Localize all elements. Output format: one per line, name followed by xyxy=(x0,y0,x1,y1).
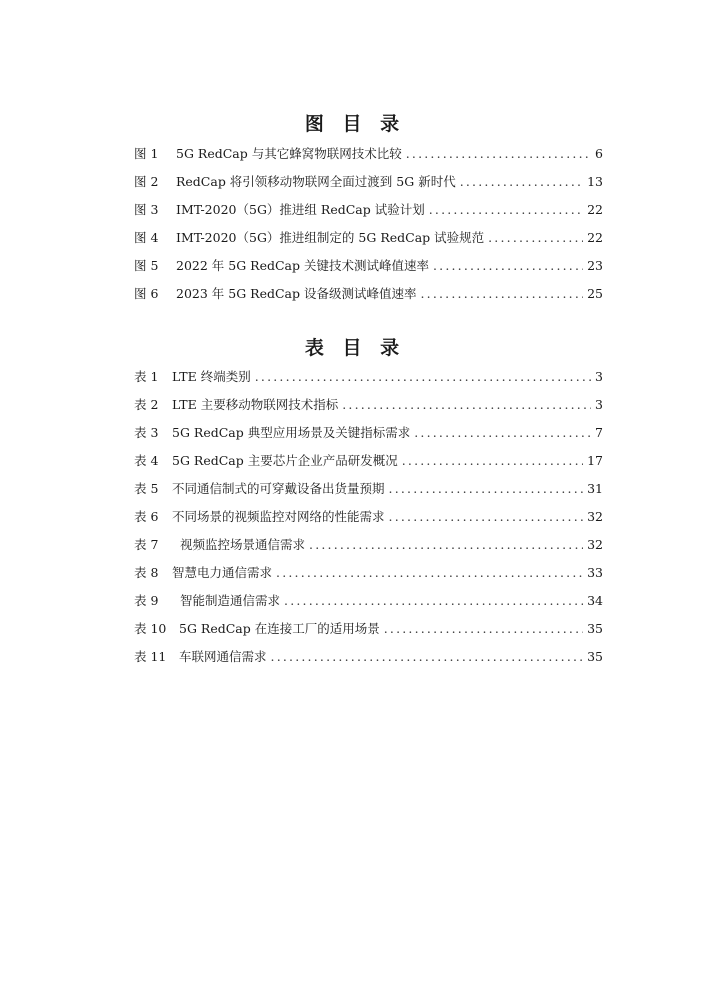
dot-leader xyxy=(384,621,583,636)
toc-entry-table-2[interactable] xyxy=(134,395,603,423)
toc-entry-label: 表 5 xyxy=(134,481,159,496)
dot-leader xyxy=(271,649,584,664)
dot-leader xyxy=(420,286,583,301)
toc-entry-page: 23 xyxy=(587,258,603,273)
toc-entry-table-11[interactable] xyxy=(134,647,603,675)
toc-entry-table-6[interactable] xyxy=(134,507,603,535)
toc-entry-title: 视频监控场景通信需求 xyxy=(180,537,306,552)
toc-entry-page: 22 xyxy=(587,230,603,245)
toc-entry-label: 图 4 xyxy=(134,230,159,245)
dot-leader xyxy=(389,481,584,496)
table-toc-title: 表 目 录 xyxy=(304,337,406,359)
dot-leader xyxy=(414,425,591,440)
toc-entry-page: 7 xyxy=(595,425,603,440)
toc-entry-label: 表 10 xyxy=(134,621,167,636)
toc-entry-label: 表 11 xyxy=(134,649,167,664)
toc-entry-title: 智能制造通信需求 xyxy=(180,593,281,608)
toc-entry-page: 6 xyxy=(595,146,603,161)
toc-entry-title: 5G RedCap 与其它蜂窝物联网技术比较 xyxy=(176,146,402,161)
dot-leader xyxy=(488,230,583,245)
toc-entry-page: 35 xyxy=(587,649,603,664)
toc-entry-page: 3 xyxy=(595,397,603,412)
toc-entry-page: 25 xyxy=(587,286,603,301)
toc-entry-label: 表 7 xyxy=(134,537,159,552)
toc-entry-label: 图 1 xyxy=(134,146,159,161)
toc-entry-table-5[interactable] xyxy=(134,479,603,507)
toc-entry-table-9[interactable] xyxy=(134,591,603,619)
toc-entry-title: 2023 年 5G RedCap 设备级测试峰值速率 xyxy=(176,286,417,301)
dot-leader xyxy=(342,397,591,412)
toc-entry-figure-6[interactable] xyxy=(134,284,603,312)
toc-entry-label: 表 4 xyxy=(134,453,159,468)
dot-leader xyxy=(255,369,591,384)
toc-entry-label: 表 9 xyxy=(134,593,159,608)
dot-leader xyxy=(460,174,583,189)
toc-entry-label: 图 3 xyxy=(134,202,159,217)
toc-entry-title: IMT-2020（5G）推进组制定的 5G RedCap 试验规范 xyxy=(176,230,485,245)
dot-leader xyxy=(276,565,583,580)
toc-entry-label: 表 6 xyxy=(134,509,159,524)
toc-entry-figure-1[interactable] xyxy=(134,144,603,172)
toc-entry-figure-3[interactable] xyxy=(134,200,603,228)
toc-entry-table-1[interactable] xyxy=(134,367,603,395)
toc-entry-figure-2[interactable] xyxy=(134,172,603,200)
toc-entry-label: 图 5 xyxy=(134,258,159,273)
dot-leader xyxy=(389,509,584,524)
dot-leader xyxy=(406,146,591,161)
toc-entry-title: RedCap 将引领移动物联网全面过渡到 5G 新时代 xyxy=(176,174,456,189)
toc-entry-table-10[interactable] xyxy=(134,619,603,647)
toc-entry-label: 表 2 xyxy=(134,397,159,412)
toc-entry-label: 表 8 xyxy=(134,565,159,580)
toc-entry-label: 图 6 xyxy=(134,286,159,301)
dot-leader xyxy=(284,593,583,608)
dot-leader xyxy=(309,537,583,552)
toc-entry-table-4[interactable] xyxy=(134,451,603,479)
toc-entry-page: 33 xyxy=(587,565,603,580)
toc-entry-page: 31 xyxy=(587,481,603,496)
table-toc-list xyxy=(134,367,603,675)
toc-entry-title: 5G RedCap 典型应用场景及关键指标需求 xyxy=(172,425,411,440)
dot-leader xyxy=(429,202,583,217)
toc-entry-title: 智慧电力通信需求 xyxy=(172,565,273,580)
toc-entry-page: 32 xyxy=(587,537,603,552)
toc-entry-page: 34 xyxy=(587,593,603,608)
figure-toc-title: 图 目 录 xyxy=(304,113,406,135)
toc-entry-label: 表 3 xyxy=(134,425,159,440)
figure-toc-list xyxy=(134,144,603,312)
toc-entry-label: 表 1 xyxy=(134,369,159,384)
toc-entry-title: 不同场景的视频监控对网络的性能需求 xyxy=(172,509,385,524)
toc-entry-title: 2022 年 5G RedCap 关键技术测试峰值速率 xyxy=(176,258,429,273)
toc-entry-title: 5G RedCap 在连接工厂的适用场景 xyxy=(179,621,380,636)
toc-entry-table-7[interactable] xyxy=(134,535,603,563)
toc-entry-title: 5G RedCap 主要芯片企业产品研发概况 xyxy=(172,453,398,468)
toc-entry-page: 13 xyxy=(587,174,603,189)
toc-entry-page: 17 xyxy=(587,453,603,468)
toc-entry-table-8[interactable] xyxy=(134,563,603,591)
toc-entry-page: 22 xyxy=(587,202,603,217)
toc-entry-title: LTE 终端类别 xyxy=(172,369,251,384)
toc-entry-title: 不同通信制式的可穿戴设备出货量预期 xyxy=(172,481,385,496)
dot-leader xyxy=(433,258,583,273)
toc-entry-title: LTE 主要移动物联网技术指标 xyxy=(172,397,339,412)
toc-entry-page: 35 xyxy=(587,621,603,636)
toc-entry-figure-5[interactable] xyxy=(134,256,603,284)
toc-entry-table-3[interactable] xyxy=(134,423,603,451)
toc-entry-title: IMT-2020（5G）推进组 RedCap 试验计划 xyxy=(176,202,425,217)
dot-leader xyxy=(402,453,583,468)
toc-entry-figure-4[interactable] xyxy=(134,228,603,256)
toc-entry-label: 图 2 xyxy=(134,174,159,189)
toc-entry-page: 32 xyxy=(587,509,603,524)
toc-entry-title: 车联网通信需求 xyxy=(179,649,267,664)
toc-entry-page: 3 xyxy=(595,369,603,384)
